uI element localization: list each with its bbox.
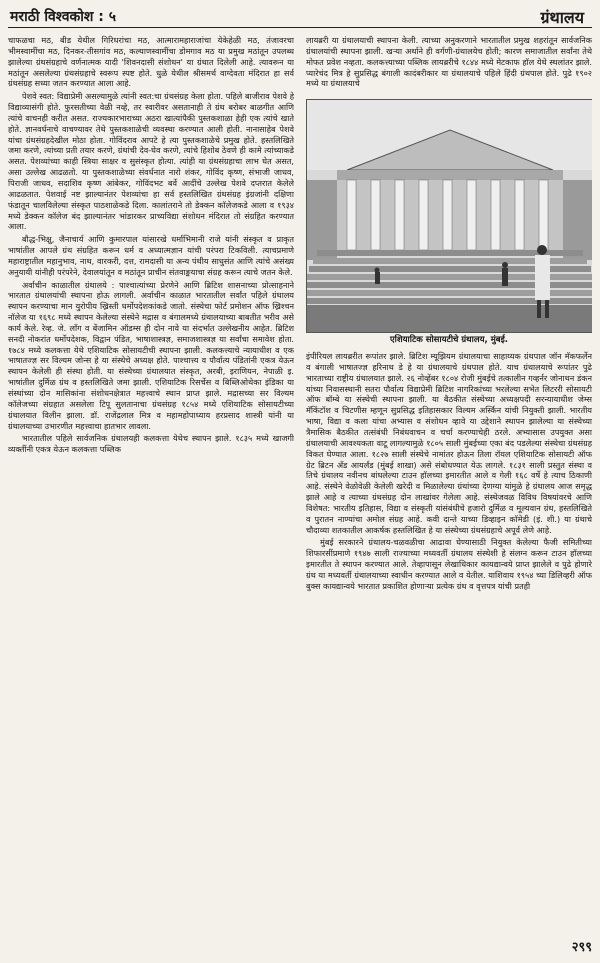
paragraph: पेशवे स्वत: विद्याप्रेमी असल्यामुळे त्यांनी स्वत:चा ग्रंथसंग्रह केला होता. पहिले बाजीराव पेशवे हे विद्याव्यासंगी होते. फुरसतीच्या वेळी नव्हे, तर स्वारीवर असतानाही ते ग्रंथ बरोबर बाळगीत आणि त्यांचे वाचनही करीत असत. राज्यकारभाराच्या अठरा खात्यांपैकी पुस्तकशाळा हेही एक त्यांचे खाते होते. ज्ञानवर्धनाचे वाचण्यावर तेथे पुस्तकशाळेची व्यवस्था करण्यात आली होती. नानासाहेब पेशवे यांचा ग्रंथसंग्रहदेखील मोठा होता. गोविंदराव आपटे हे त्या पुस्तकशाळेचे प्रमुख होते. हस्तलिखिते जमा करणे, त्यांच्या प्रती तयार करणे, ग्रंथांची देव-घेव करणे, त्यांचे हिशोब ठेवणे ही कामे त्यांच्याकडे असत. पेशव्यांच्या काही स्त्रिया साक्षर व सुसंस्कृत होत्या. त्यांही या ग्रंथसंग्रहाचा लाभ घेत असत, असा उल्लेख आढळतो. या पुस्तकशाळेच्या संवर्धनात नारो शंकर, गोविंद कृष्ण, संभाजी जाधव, पिराजी जाधव, सदाशिव कृष्ण आंबेकर, गोविंदभट बर्वे आदींचे उल्लेख पेशवे दप्तरात केलेले आढळतात. पेशवाई नष्ट झाल्यानंतर पेशव्यांचा हा सर्व हस्तलिखित ग्रंथसंग्रह इंग्रजांनी दक्षिणा फंडातून चालविलेल्या संस्कृत पाठशाळेकडे दिला. कालांतराने तो डेक्कन कॉलेजकडे आला व १९३४ मध्ये डेक्कन कॉलेज बंद झाल्यानंतर भांडारकर प्राच्यविद्या संशोधन मंदिरात तो संग्रहित करण्यात आला. [8, 91, 294, 232]
photo-caption: एशियाटिक सोसायटीचे ग्रंथालय, मुंबई. [389, 335, 509, 346]
right-column [306, 35, 592, 933]
page-number: २९९ [571, 940, 592, 955]
paragraph: लायब्ररी या ग्रंथालयाची स्थापना केली. त्याच्या अनुकरणाने भारतातील प्रमुख शहरांतून सार्वजनिक ग्रंथालयांची स्थापना झाली. खऱ्या अर्थाने ही वर्गणी-ग्रंथालयेच होती; कारण समाजातील सर्वांना तेथे मोफत प्रवेश नव्हता. कलकत्त्याच्या पब्लिक लायब्ररीचे १८४४ मध्ये मेटकाफ हॉल येथे स्थलांतर झाले. प्यारेचंद मित्र हे सुप्रसिद्ध बंगाली कादंबरीकार या ग्रंथालयाचे पहिले हिंदी ग्रंथपाल होते. पुढे १९०२ मध्ये या ग्रंथालयाचे [306, 35, 592, 89]
section-title: ग्रंथालय [540, 8, 584, 27]
paragraph: बौद्ध-भिक्षु, जैनाचार्य आणि कुमारपाल यांसारखे धर्माभिमानी राजे यांनी संस्कृत व प्राकृत भाषांतील आपले ग्रंथ संग्रहित करून धर्म व अध्यात्मज्ञान यांची परंपरा टिकविली. त्याचप्रमाणे महाराष्ट्रातील महानुभाव, नाथ, वारकरी, दत्त, रामदासी या अन्य पंथीय साधुसंत आणि त्यांचे असंख्य अनुयायी यांनीही परंपरेने, देवालयांतून व मठांतून प्राचीन संतवाङ्मयाचा संग्रह करून त्याचे जतन केले. [8, 234, 294, 277]
paragraph: चाफळचा मठ, बीड येथील गिरिधरांचा मठ, आत्मारामहाराजांचा येकेहेळी मठ, तंजावरचा भीमस्वामींचा मठ, दिनकर-तीसगांव मठ, कल्याणस्वामींचा डोमगाव मठ या प्रमुख मठांतून उपलब्ध झालेल्या ग्रंथसंग्रहाचे वर्णनात्मक यादी 'शिवनदासी संशोधन' या ग्रंथात दिलेली आहे. त्यावरून या मठांतून असलेल्या ग्रंथसंग्रहाचे स्वरूप स्पष्ट होते. धुळे येथील श्रीसमर्थ वाग्देवता मंदिरात हा सर्व ग्रंथसंग्रह सध्या जतन करण्यात आला आहे. [8, 35, 294, 89]
left-column [8, 35, 294, 933]
paragraph: मुंबई सरकारने ग्रंथालय-चळवळीचा आढावा घेण्यासाठी नियुक्त केलेल्या फैजी समितीच्या शिफारसींप्रमाणे १९४७ साली राज्याच्या मध्यवर्ती ग्रंथालय संस्थेशी हे संलग्न करून टाउन हॉलच्या इमारतीत ते स्थापन करण्यात आले. तेव्हापासून लेखाधिकार कायद्यान्वये प्राप्त झालेले व पुढे होणारे ग्रंथ या मध्यवर्ती ग्रंथालयाच्या स्वाधीन करण्यात आले व येतील. याशिवाय १९५४ च्या डिलिव्हरी ऑफ बुक्स कायद्यान्वये भारतात प्रकाशित होणाऱ्या प्रत्येक ग्रंथ व वृत्तपत्र यांची प्रतही [306, 537, 592, 591]
library-building-photo [306, 99, 592, 333]
paragraph: अर्वाचीन काळातील ग्रंथालये : पाश्चात्यांच्या प्रेरणेने आणि ब्रिटिश शासनाच्या प्रोत्साहनाने भारतात ग्रंथालयांची स्थापना होऊ लागली. अर्वाचीन काळात भारतातील सर्वांत पहिले ग्रंथालय स्थापन करण्याचा मान युरोपीय ख्रिस्ती धर्मोपदेशकांकडे जातो. संस्थेचा फोर्ट प्रमोशन ऑफ ख्रिश्चन नॉलेज या १६९८ मध्ये स्थापन केलेल्या संस्थेने मद्रास व बंगालमध्ये ग्रंथालयाच्या बाबतीत भरीव असे कार्य केले. रेव्ह. जे. लॉंग व बेंजामिन ऑडम्स ही दोन नावे या संदर्भात उल्लेखनीय आहेत. ब्रिटिश सनदी नोकरांत धर्मोपदेशक, विद्वान पंडित, भाषाशास्त्रज्ञ, समाजशास्त्रज्ञ या सर्वांचा समावेश होता. १७८४ मध्ये कलकत्ता येथे एशियाटिक सोसायटीची स्थापना झाली. कलकत्त्याचे न्यायाधीश व एक भाषातज्ज्ञ सर विल्यम जोन्स हे या संस्थेचे अध्यक्ष होते. पाश्चात्त्य व पौर्वात्य पंडितांनी एकत्र येऊन स्थापन केलेली ही संस्था होती. या संस्थेच्या ग्रंथालयात संस्कृत, अरबी, इराणियन, नेपाळी इ. भाषांतील दुर्मिळ ग्रंथ व हस्तलिखिते जमा झाली. एशियाटिक रिसर्चेस व बिब्लिओथेका इंडिका या संस्थांच्या दोन मासिकांना संशोधनक्षेत्रात महत्त्वाचे स्थान प्राप्त झाले. मद्रासच्या सर विल्यम कॉलेजच्या संग्रहात असलेला टिपू सुलतानाचा ग्रंथसंग्रह १८५४ मध्ये एशियाटिक सोसायटीच्या ग्रंथालयात विलीन झाला. डॉ. राजेंद्रलाल मित्र व महामहोपाध्याय हरप्रसाद शास्त्री यांनी या ग्रंथालयाच्या उभारणीत महत्त्वाचा हातभार लावला. [8, 279, 294, 431]
page-header [8, 5, 592, 28]
paragraph: भारतातील पहिले सार्वजनिक ग्रंथालयही कलकत्ता येथेच स्थापन झाले. १८३५ मध्ये खाजगी व्यक्तींनी एकत्र येऊन कलकत्ता पब्लिक [8, 433, 294, 455]
paragraph: इंपीरियल लायब्ररीत रूपांतर झाले. ब्रिटिश म्यूझियम ग्रंथालयाचा साहाय्यक ग्रंथपाल जॉन मॅकफर्लेन व बंगाली भाषातज्ज्ञ हरिनाथ डे हे या ग्रंथालयाचे ग्रंथपाल होते. याच ग्रंथालयाचे रूपांतर पुढे भारताच्या राष्ट्रीय ग्रंथालयात झाले. २६ नोव्हेंबर १८०४ रोजी मुंबईचे तत्कालीन गव्हर्नर जोनाथन डंकन यांच्या निवासस्थानी सतरा पौर्वात्य विद्याप्रेमी ब्रिटिश नागरिकांच्या भरलेल्या सभेत लिटररी सोसायटी ऑफ बॉम्बे या संस्थेची स्थापना झाली. या बैठकीत संस्थेच्या अध्यक्षपदी सरन्यायाधीश जेम्स मॅकिंटॉश व चिटणीस म्हणून सुप्रसिद्ध इतिहासकार विल्यम अर्स्किन यांची नियुक्ती झाली. भारतीय भाषा, विद्या व कला यांचा अभ्यास व संशोधन व्हावे या उद्देशाने स्थापन झालेल्या या संस्थेच्या त्रैमासिक बैठकीत तत्संबंधी निबंधवाचन व चर्चा करण्याचेही ठरले. अभ्यासास उपयुक्त असा ग्रंथालयाची आवश्यकता वाटू लागल्यामुळे १८०५ साली मुंबईच्या एका बंद पडलेल्या संस्थेचा ग्रंथसंग्रह विकत घेण्यात आला. १८२७ साली संस्थेचे नामांतर होऊन तिला रॉयल एशियाटिक सोसायटी ऑफ ग्रेट ब्रिटन अँड आयर्लंड (मुंबई शाखा) असे संबोधण्यात येऊ लागले. १८३१ साली प्रस्तुत संस्था व तिचे ग्रंथालय नवीनच बांधलेल्या टाउन हॉलच्या इमारतीत आले व गेली १६८ वर्षे हे त्याच ठिकाणी आहे. संस्थेने वेळोवेळी केलेली खरेदी व मिळालेल्या ग्रंथांच्या देणग्या यांमुळे हे ग्रंथालय आज समृद्ध झाले आहे व त्याच्या ग्रंथसंग्रह दोन लाखांवर गेलेला आहे. संस्थेजवळ विविध विषयांवरचे आणि विशेषत: भारतीय इतिहास, विद्या व संस्कृती यांसंबंधीचे हजारो दुर्मिळ व मूल्यवान ग्रंथ, हस्तलिखिते व पुरातन नाण्यांचा अमोल संग्रह आहे. कवी दान्ते याच्या डिव्हाइन कॉमेडी (इं. शी.) या ग्रंथाचे चौदाव्या शतकातील आकर्षक हस्तलिखित हे या संस्थेच्या ग्रंथसंग्रहाचे अपूर्व लेणे आहे. [306, 351, 592, 535]
encyclopedia-title: मराठी विश्वकोश : ५ [10, 9, 117, 25]
